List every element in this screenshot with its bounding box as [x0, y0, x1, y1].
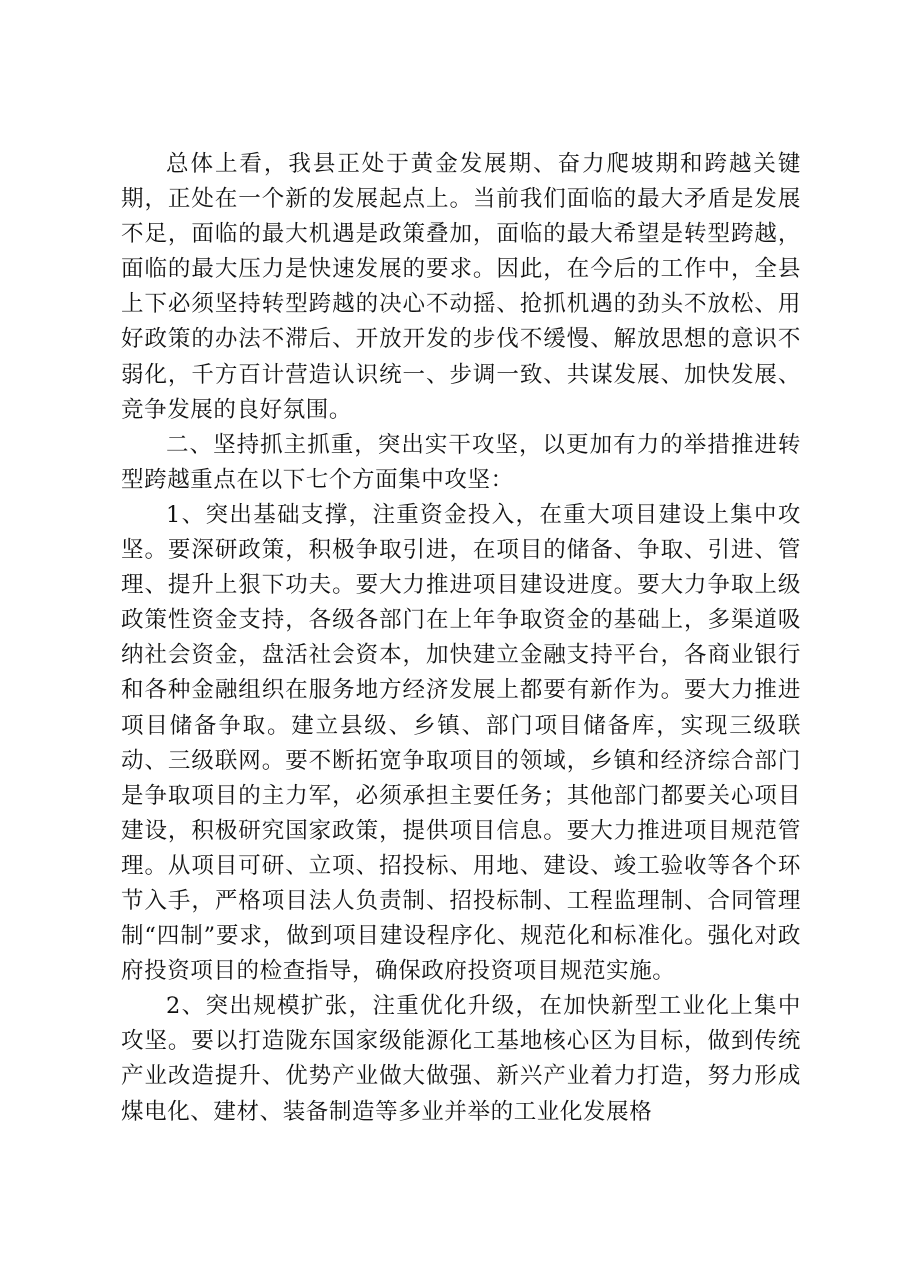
paragraph-section-two-heading: 二、坚持抓主抓重，突出实干攻坚，以更加有力的举措推进转型跨越重点在以下七个方面集中攻坚：: [121, 431, 801, 493]
paragraph-item-1-projects: 1、突出基础支撑，注重资金投入，在重大项目建设上集中攻坚。要深研政策，积极争取引进，在项目的储备、争取、引进、管理、提升上狠下功夫。要大力推进项目建设进度。要大力争取上级政策性资金支持，各级各部门在上年争取资金的基础上，多渠道吸纳社会资金，盘活社会资本，加快建立金融支持平台，各商业银行和各种金融组织在服务地方经济发展上都要有新作为。要大力推进项目储备争取。建立县级、乡镇、部门项目储备库，实现三级联动、三级联网。要不断拓宽争取项目的领域，乡镇和经济综合部门是争取项目的主力军，必须承担主要任务；其他部门都要关心项目建设，积极研究国家政策，提供项目信息。要大力推进项目规范管理。从项目可研、立项、招投标、用地、建设、竣工验收等各个环节入手，严格项目法人负责制、招投标制、工程监理制、合同管理制“四制”要求，做到项目建设程序化、规范化和标准化。强化对政府投资项目的检查指导，确保政府投资项目规范实施。: [121, 501, 801, 985]
document-body: [121, 147, 801, 1130]
paragraph-item-2-industrialization: 2、突出规模扩张，注重优化升级，在加快新型工业化上集中攻坚。要以打造陇东国家级能源化工基地核心区为目标，做到传统产业改造提升、优势产业做大做强、新兴产业着力打造，努力形成煤电化、建材、装备制造等多业并举的工业化发展格: [121, 993, 801, 1125]
paragraph-overview: 总体上看，我县正处于黄金发展期、奋力爬坡期和跨越关键期，正处在一个新的发展起点上。当前我们面临的最大矛盾是发展不足，面临的最大机遇是政策叠加，面临的最大希望是转型跨越，面临的最大压力是快速发展的要求。因此，在今后的工作中，全县上下必须坚持转型跨越的决心不动摇、抢抓机遇的劲头不放松、用好政策的办法不滞后、开放开发的步伐不缓慢、解放思想的意识不弱化，千方百计营造认识统一、步调一致、共谋发展、加快发展、竞争发展的良好氛围。: [121, 151, 801, 423]
